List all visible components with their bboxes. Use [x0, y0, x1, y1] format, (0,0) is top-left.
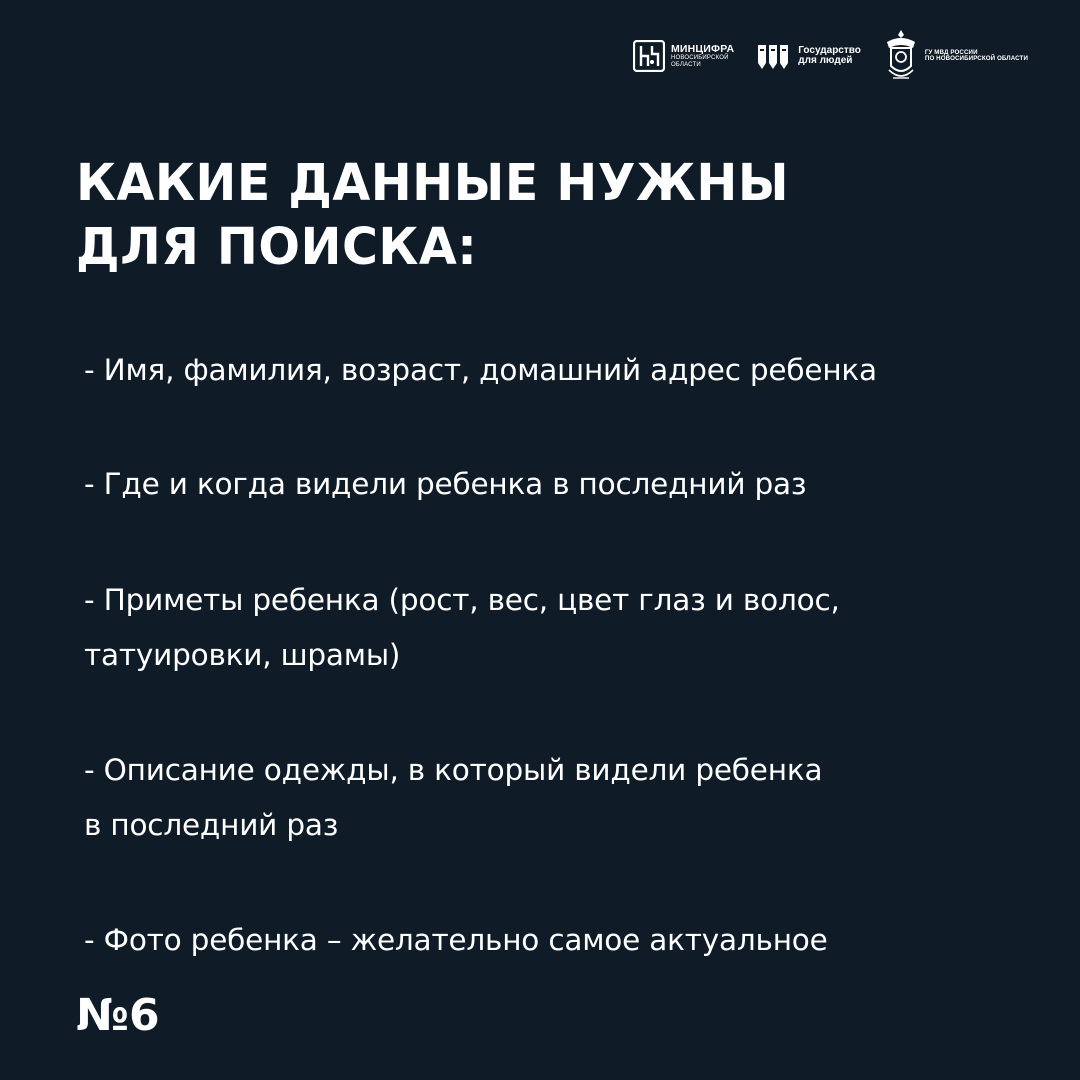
mincifra-sub1: НОВОСИБИРСКОЙ — [670, 55, 729, 62]
mincifra-name: МИНЦИФРА — [670, 43, 735, 56]
partner-logos — [633, 28, 1028, 84]
title-line-2: ДЛЯ ПОИСКА: — [76, 218, 478, 277]
list-item — [84, 343, 877, 398]
list-item-line: татуировки, шрамы) — [84, 638, 401, 672]
list-item-line: в последний раз — [84, 808, 339, 842]
title-line-1: КАКИЕ ДАННЫЕ НУЖНЫ — [76, 154, 790, 213]
page-title — [76, 152, 789, 280]
list-item — [84, 573, 840, 683]
list-item-line: - Описание одежды, в который видели ребенка — [84, 753, 823, 787]
gosudarstvo-line1: Государство — [798, 44, 861, 56]
list-item-line: - Фото ребенка – желательно самое актуальное — [84, 923, 828, 957]
gosudarstvo-logo-icon — [756, 41, 792, 71]
list-item — [84, 913, 828, 968]
list-item-line: - Приметы ребенка (рост, вес, цвет глаз и волос, — [84, 583, 840, 617]
gosudarstvo-line2: для людей — [798, 55, 853, 66]
mincifra-sub2: ОБЛАСТИ — [670, 61, 701, 68]
mincifra-logo — [633, 40, 734, 72]
list-item — [84, 457, 806, 512]
list-item-line: - Где и когда видели ребенка в последний раз — [84, 467, 807, 501]
mvd-line1: ГУ МВД РОССИИ — [924, 48, 978, 56]
mvd-line2: ПО НОВОСИБИРСКОЙ ОБЛАСТИ — [924, 55, 1028, 62]
card-number: №6 — [76, 990, 160, 1041]
mvd-logo — [883, 28, 1028, 84]
mincifra-logo-icon — [633, 40, 665, 72]
list-item — [84, 743, 822, 853]
mvd-emblem-icon — [883, 28, 919, 84]
list-item-line: - Имя, фамилия, возраст, домашний адрес ребенка — [84, 353, 877, 387]
gosudarstvo-logo — [756, 41, 861, 71]
